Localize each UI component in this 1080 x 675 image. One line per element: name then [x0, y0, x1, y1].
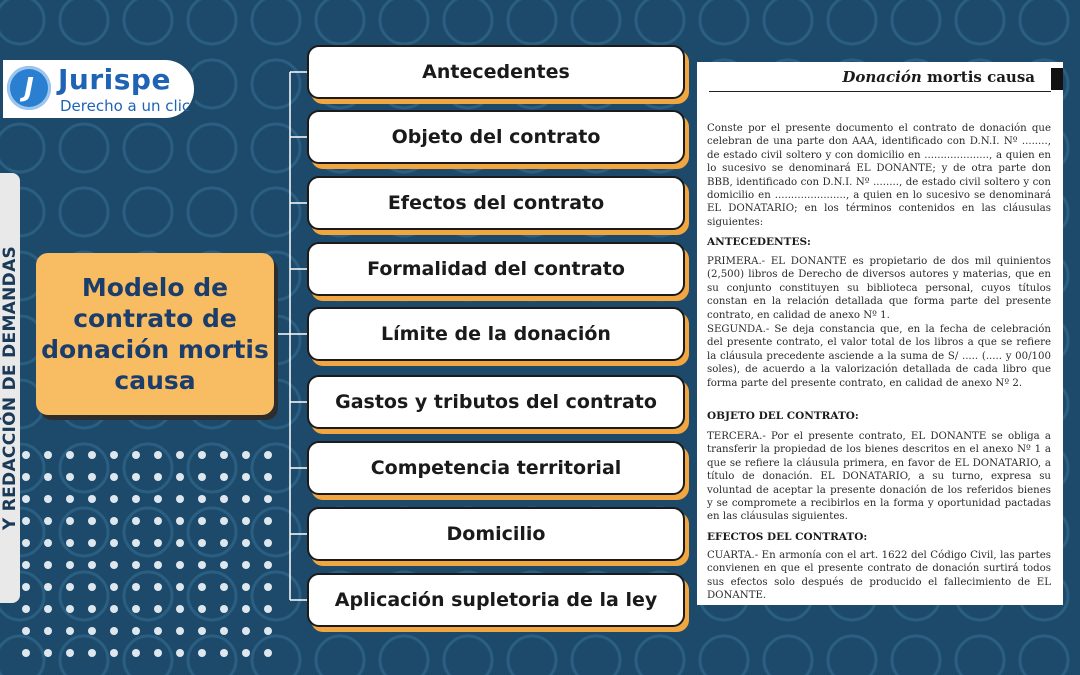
diagram-item-domicilio	[307, 507, 685, 561]
diagram-title: Modelo de contrato de donación mortis causa	[41, 273, 269, 395]
diagram-item-aplicacion	[307, 573, 685, 627]
brand-name: Jurispe	[58, 63, 171, 96]
diagram-item-limite	[307, 307, 685, 361]
diagram-item-label: Límite de la donación	[381, 323, 611, 345]
diagram-item-label: Efectos del contrato	[387, 192, 605, 214]
doc-heading-efectos: EFECTOS DEL CONTRATO:	[707, 531, 868, 543]
doc-clause-primera: PRIMERA.- EL DONANTE es propietario de dos mil quinientos (2,500) libros de Derecho de diversos autores y materias, que en su conjunto constituyen su biblioteca personal, cuyos títulos constan en la relación detallada que forma parte del presente contrato, en calidad de anexo Nº 1.	[707, 256, 1051, 321]
doc-clause-cuarta: CUARTA.- En armonía con el art. 1622 del Código Civil, las partes convienen en que el presente contrato de donación surtirá todos sus efectos solo después de producido el fallecimiento de EL DONANTE.	[707, 550, 1051, 602]
diagram-item-formalidad	[307, 242, 685, 296]
doc-intro: Conste por el presente documento el contrato de donación que celebran de una parte don AAA, identificado con D.N.I. Nº ........, de estado civil soltero y con domicilio en ...................., a quien en lo sucesivo se denominará EL DONANTE; y de otra parte don BBB, identificado con D.N.I. Nº ........, de estado civil soltero y con domicilio en ......................, a quien en lo sucesivo se denominará EL DONATARIO; en los términos contenidos en las cláusulas siguientes:	[707, 123, 1051, 228]
doc-title: Donación mortis causa	[842, 68, 1035, 86]
diagram-item-label: Objeto del contrato	[391, 126, 601, 148]
side-tab-label: Y REDACCIÓN DE DEMANDAS	[0, 245, 20, 531]
doc-heading-antecedentes: ANTECEDENTES:	[707, 236, 811, 248]
brand-tagline: Derecho a un clic	[60, 97, 191, 115]
doc-clause-tercera: TERCERA.- Por el presente contrato, EL DONANTE se obliga a transferir la propiedad de los bienes descritos en el anexo Nº 1 a que se refiere la cláusula primera, en favor de EL DONATARIO, a título de donación. EL DONATARIO, a su turno, expresa su voluntad de aceptar la presente donación de los referidos bienes y se compromete a recibirlos en la forma y oportunidad pactadas en las cláusulas siguientes.	[707, 431, 1051, 523]
diagram-item-label: Competencia territorial	[370, 457, 622, 479]
doc-heading-objeto: OBJETO DEL CONTRATO:	[707, 410, 859, 422]
diagram-item-antecedentes	[307, 45, 685, 99]
diagram-item-label: Gastos y tributos del contrato	[335, 391, 657, 413]
diagram-item-label: Domicilio	[446, 523, 546, 545]
logo-mark-icon: J	[7, 66, 51, 110]
diagram-item-objeto	[307, 110, 685, 164]
diagram-item-gastos	[307, 375, 685, 429]
contract-document	[697, 62, 1063, 605]
doc-title-bar	[1051, 68, 1063, 90]
doc-title-rule	[709, 91, 1051, 92]
diagram-title-box	[36, 253, 274, 415]
doc-clause-segunda: SEGUNDA.- Se deja constancia que, en la fecha de celebración del presente contrato, el valor total de los libros a que se refiere la cláusula precedente asciende a la suma de S/ ..... (..... y 00/100 soles), de acuerdo a la valorización detallada de cada libro que forma parte del presente contrato, en calidad de anexo Nº 2.	[707, 324, 1051, 389]
diagram-item-competencia	[307, 441, 685, 495]
diagram-item-label: Antecedentes	[422, 61, 570, 83]
diagram-item-efectos	[307, 176, 685, 230]
diagram-item-label: Formalidad del contrato	[367, 258, 625, 280]
diagram-item-label: Aplicación supletoria de la ley	[334, 589, 658, 611]
